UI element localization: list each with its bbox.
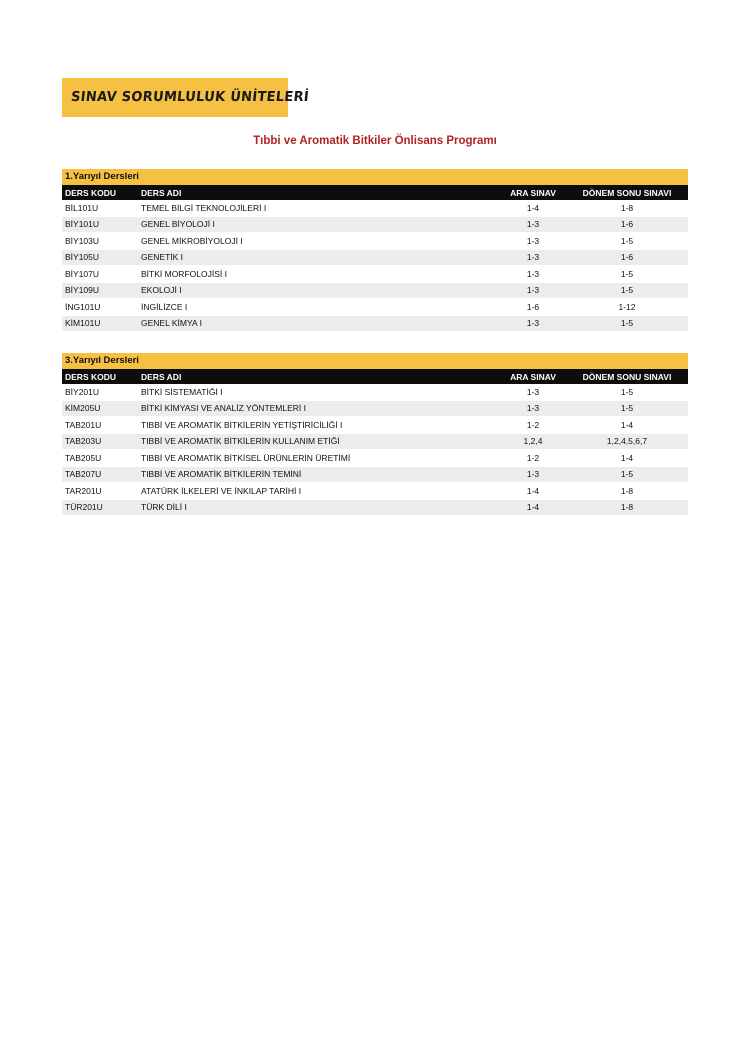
final-units: 1-8 xyxy=(566,499,688,516)
course-name: BİTKİ SİSTEMATİĞİ I xyxy=(138,384,500,400)
table-row xyxy=(62,299,688,316)
course-code: BİY109U xyxy=(62,282,138,299)
table-row xyxy=(62,200,688,216)
final-units: 1-5 xyxy=(566,466,688,483)
course-table xyxy=(62,369,688,516)
table-body xyxy=(62,200,688,332)
midterm-units: 1-3 xyxy=(500,282,566,299)
midterm-units: 1,2,4 xyxy=(500,433,566,450)
course-code: TAR201U xyxy=(62,483,138,500)
table-row xyxy=(62,466,688,483)
final-units: 1-5 xyxy=(566,233,688,250)
table-row xyxy=(62,400,688,417)
midterm-units: 1-3 xyxy=(500,249,566,266)
course-code: BİY201U xyxy=(62,384,138,400)
course-name: TEMEL BİLGİ TEKNOLOJİLERİ I xyxy=(138,200,500,216)
midterm-units: 1-3 xyxy=(500,233,566,250)
final-units: 1-8 xyxy=(566,200,688,216)
column-header-final: DÖNEM SONU SINAVI xyxy=(566,369,688,384)
table-row xyxy=(62,249,688,266)
column-header-midterm: ARA SINAV xyxy=(500,369,566,384)
course-name: GENETİK I xyxy=(138,249,500,266)
course-code: TAB207U xyxy=(62,466,138,483)
midterm-units: 1-2 xyxy=(500,450,566,467)
course-name: BİTKİ KİMYASI VE ANALİZ YÖNTEMLERİ I xyxy=(138,400,500,417)
midterm-units: 1-2 xyxy=(500,417,566,434)
course-code: BİY101U xyxy=(62,216,138,233)
course-code: İNG101U xyxy=(62,299,138,316)
course-name: EKOLOJİ I xyxy=(138,282,500,299)
course-name: TIBBİ VE AROMATİK BİTKİLERİN YETİŞTİRİCİLİĞİ I xyxy=(138,417,500,434)
midterm-units: 1-3 xyxy=(500,315,566,332)
table-row xyxy=(62,233,688,250)
final-units: 1-6 xyxy=(566,216,688,233)
course-code: KİM205U xyxy=(62,400,138,417)
final-units: 1-5 xyxy=(566,384,688,400)
column-header-name: DERS ADI xyxy=(138,185,500,200)
table-row xyxy=(62,483,688,500)
course-name: TIBBİ VE AROMATİK BİTKİSEL ÜRÜNLERİN ÜRETİMİ xyxy=(138,450,500,467)
course-code: TÜR201U xyxy=(62,499,138,516)
final-units: 1-5 xyxy=(566,400,688,417)
course-code: TAB201U xyxy=(62,417,138,434)
course-code: BİY103U xyxy=(62,233,138,250)
course-name: BİTKİ MORFOLOJİSİ I xyxy=(138,266,500,283)
course-code: KİM101U xyxy=(62,315,138,332)
course-code: BİY107U xyxy=(62,266,138,283)
semester-1-section xyxy=(62,169,688,332)
column-header-final: DÖNEM SONU SINAVI xyxy=(566,185,688,200)
final-units: 1-5 xyxy=(566,266,688,283)
course-name: GENEL MİKROBİYOLOJİ I xyxy=(138,233,500,250)
table-row xyxy=(62,216,688,233)
column-header-name: DERS ADI xyxy=(138,369,500,384)
course-table xyxy=(62,185,688,332)
course-name: TIBBİ VE AROMATİK BİTKİLERİN KULLANIM ETİĞİ xyxy=(138,433,500,450)
table-row xyxy=(62,266,688,283)
table-row xyxy=(62,417,688,434)
final-units: 1-4 xyxy=(566,450,688,467)
course-code: BİY105U xyxy=(62,249,138,266)
midterm-units: 1-3 xyxy=(500,400,566,417)
semester-title: 1.Yarıyıl Dersleri xyxy=(62,169,688,185)
table-header-row xyxy=(62,185,688,200)
program-title: Tıbbi ve Aromatik Bitkiler Önlisans Programı xyxy=(253,135,497,147)
course-name: ATATÜRK İLKELERİ VE İNKILAP TARİHİ I xyxy=(138,483,500,500)
final-units: 1-5 xyxy=(566,315,688,332)
semester-3-section xyxy=(62,353,688,516)
midterm-units: 1-4 xyxy=(500,483,566,500)
table-row xyxy=(62,282,688,299)
course-code: BİL101U xyxy=(62,200,138,216)
final-units: 1-12 xyxy=(566,299,688,316)
table-body xyxy=(62,384,688,516)
header-banner xyxy=(62,78,310,117)
final-units: 1-4 xyxy=(566,417,688,434)
table-row xyxy=(62,315,688,332)
final-units: 1-5 xyxy=(566,282,688,299)
course-name: TÜRK DİLİ I xyxy=(138,499,500,516)
midterm-units: 1-6 xyxy=(500,299,566,316)
table-row xyxy=(62,499,688,516)
course-name: TIBBİ VE AROMATİK BİTKİLERİN TEMİNİ xyxy=(138,466,500,483)
course-name: GENEL BİYOLOJİ I xyxy=(138,216,500,233)
banner-title: SINAV SORUMLULUK ÜNİTELERİ xyxy=(70,89,310,106)
final-units: 1-6 xyxy=(566,249,688,266)
final-units: 1,2,4,5,6,7 xyxy=(566,433,688,450)
table-row xyxy=(62,384,688,400)
table-row xyxy=(62,433,688,450)
final-units: 1-8 xyxy=(566,483,688,500)
midterm-units: 1-3 xyxy=(500,216,566,233)
column-header-midterm: ARA SINAV xyxy=(500,185,566,200)
table-header-row xyxy=(62,369,688,384)
semester-title: 3.Yarıyıl Dersleri xyxy=(62,353,688,369)
midterm-units: 1-3 xyxy=(500,266,566,283)
course-code: TAB205U xyxy=(62,450,138,467)
course-name: GENEL KİMYA I xyxy=(138,315,500,332)
column-header-code: DERS KODU xyxy=(62,185,138,200)
course-code: TAB203U xyxy=(62,433,138,450)
table-row xyxy=(62,450,688,467)
midterm-units: 1-4 xyxy=(500,499,566,516)
course-name: İNGİLİZCE I xyxy=(138,299,500,316)
midterm-units: 1-3 xyxy=(500,466,566,483)
column-header-code: DERS KODU xyxy=(62,369,138,384)
midterm-units: 1-4 xyxy=(500,200,566,216)
midterm-units: 1-3 xyxy=(500,384,566,400)
